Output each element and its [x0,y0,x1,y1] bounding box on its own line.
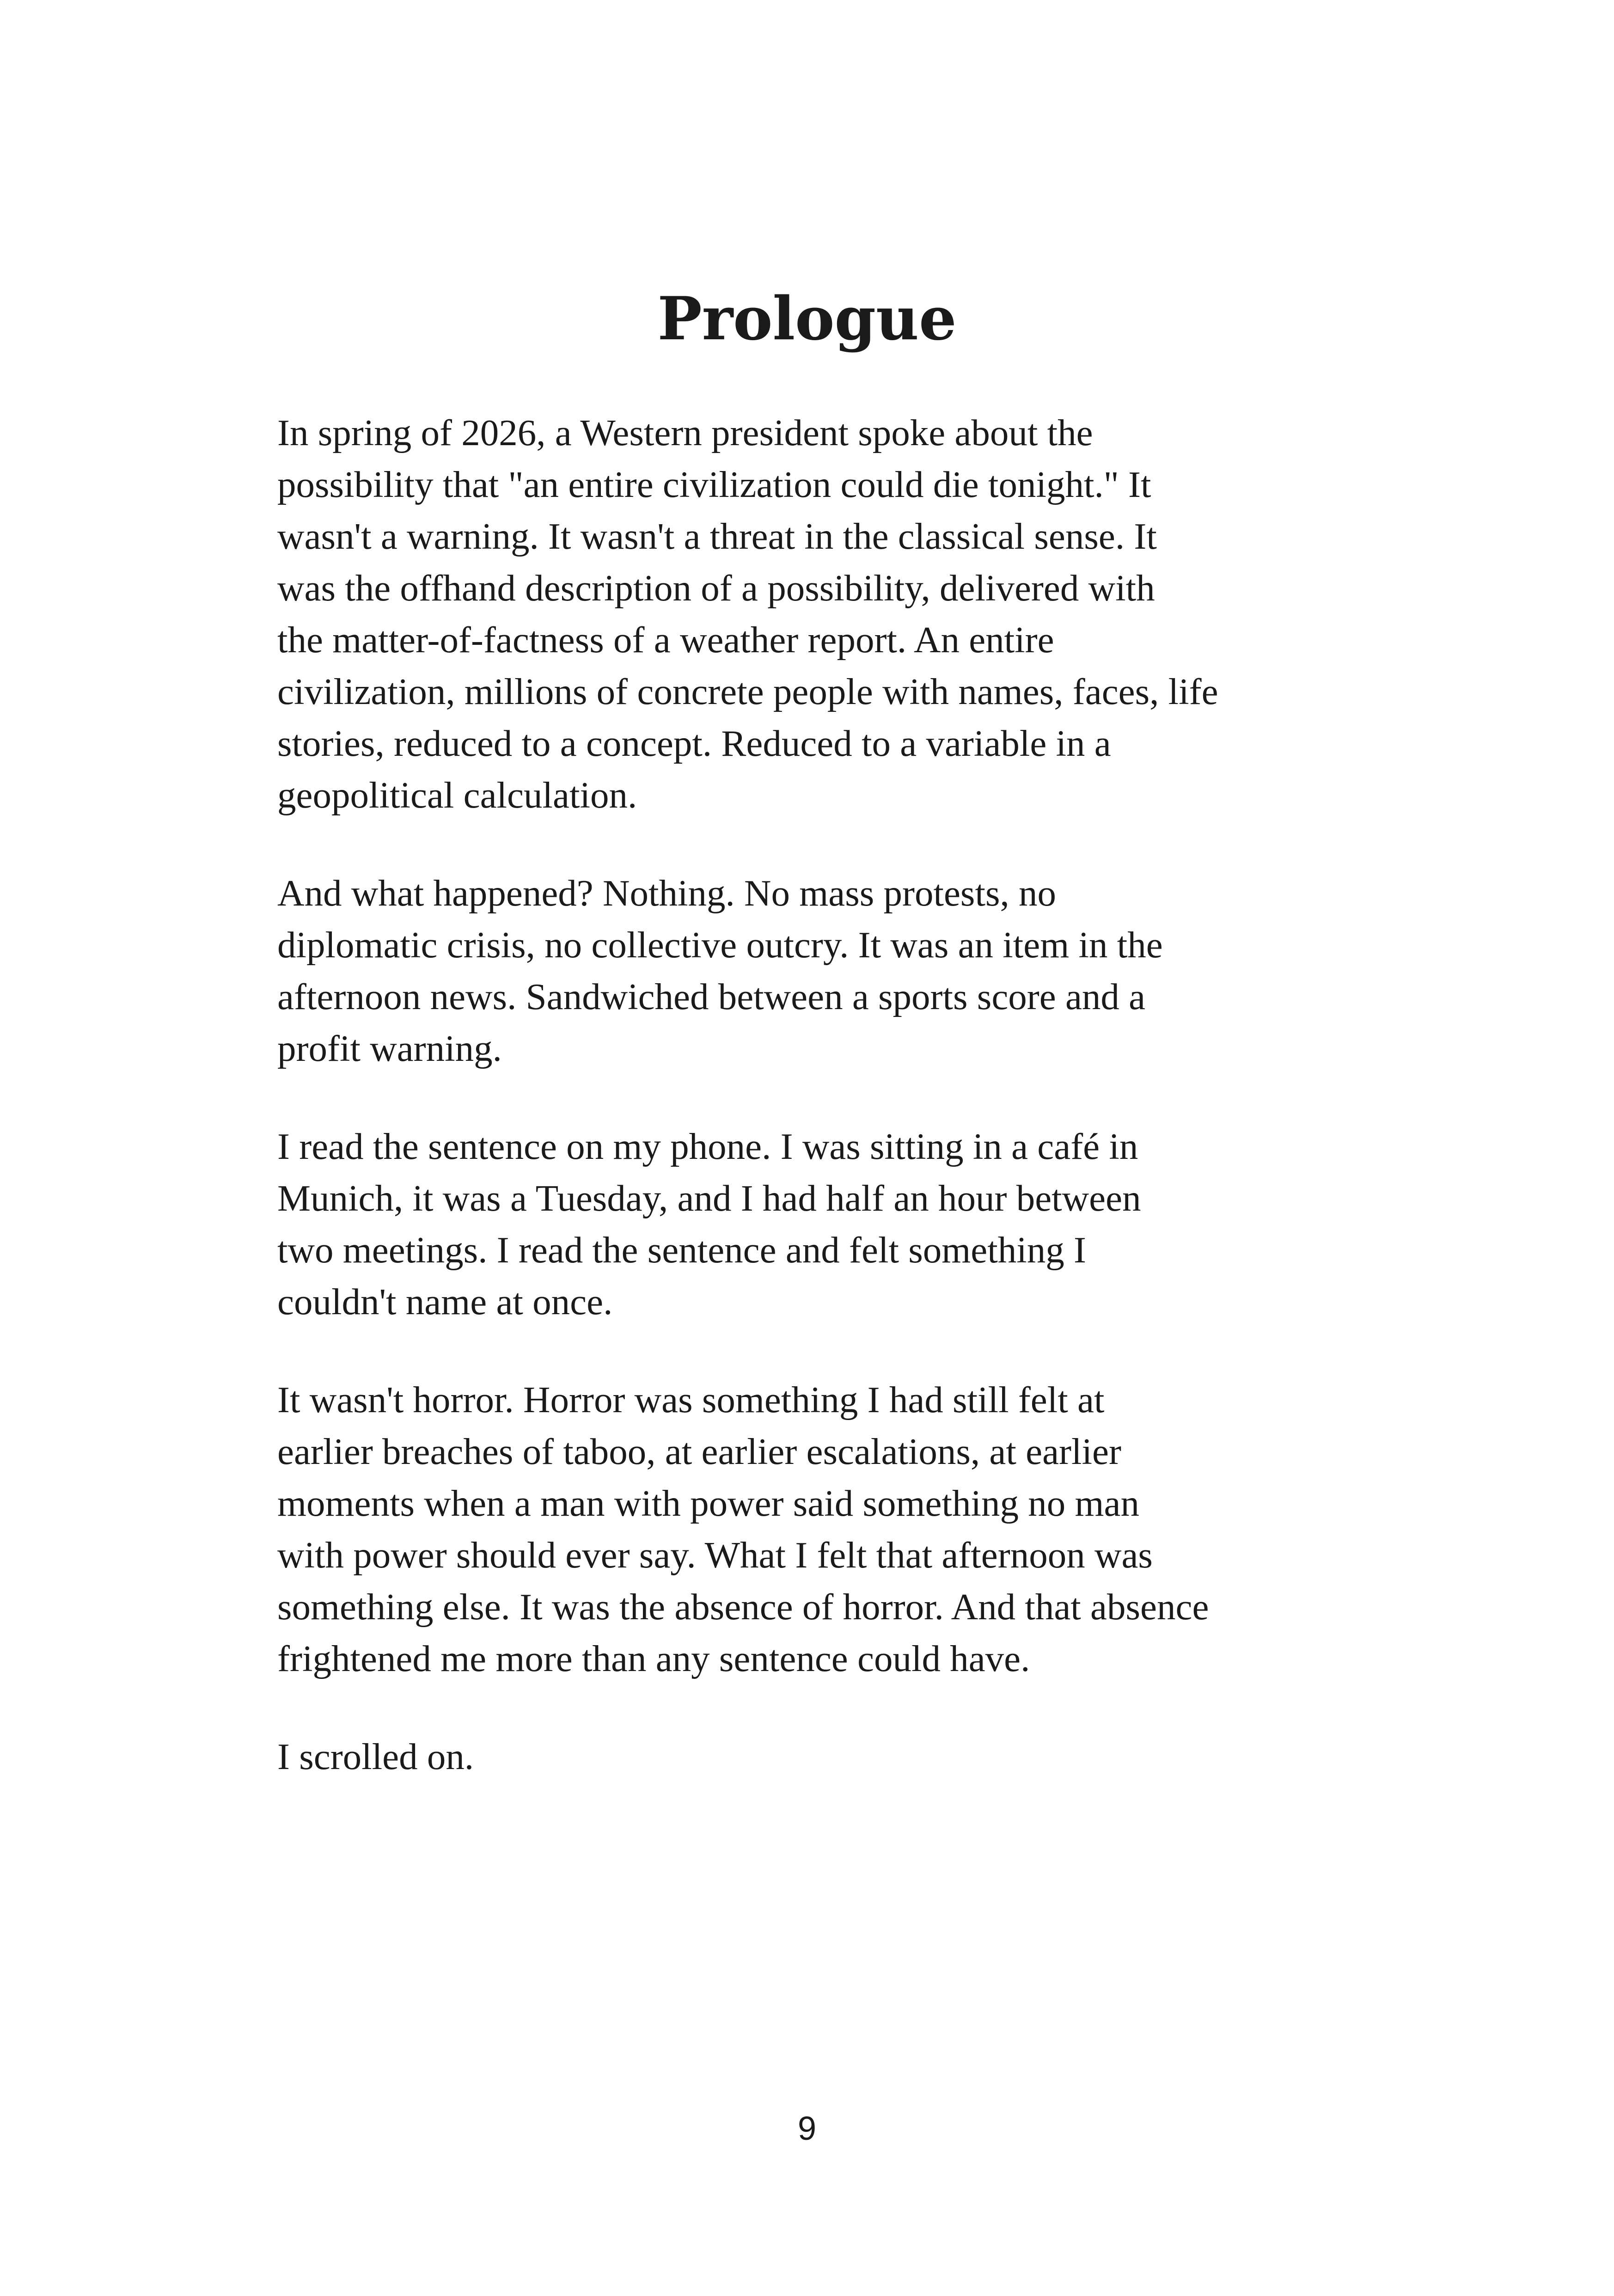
text-line: It wasn't horror. Horror was something I had still felt at [277,1379,1105,1420]
text-line: with power should ever say. What I felt that afternoon was [277,1534,1153,1576]
text-line: frightened me more than any sentence could have. [277,1638,1030,1679]
paragraph [277,1120,1340,1328]
text-line: Munich, it was a Tuesday, and I had half an hour between [277,1177,1141,1219]
text-line: stories, reduced to a concept. Reduced to a variable in a [277,722,1111,764]
text-line: In spring of 2026, a Western president spoke about the [277,412,1093,453]
text-line: the matter-of-factness of a weather report. An entire [277,619,1054,661]
text-line: two meetings. I read the sentence and felt something I [277,1229,1086,1271]
paragraph [277,1374,1340,1684]
page-number: 9 [797,2110,817,2147]
text-line: moments when a man with power said something no man [277,1482,1139,1524]
text-line: possibility that "an entire civilization could die tonight." It [277,464,1151,505]
paragraph [277,1731,1340,1782]
text-line: couldn't name at once. [277,1281,613,1322]
text-line: diplomatic crisis, no collective outcry. It was an item in the [277,924,1163,966]
chapter-body [277,407,1340,1829]
text-line: I scrolled on. [277,1736,474,1777]
chapter-title: Prologue [657,284,957,354]
text-line: afternoon news. Sandwiched between a sports score and a [277,976,1146,1017]
text-line: I read the sentence on my phone. I was sitting in a café in [277,1126,1138,1167]
text-line: And what happened? Nothing. No mass protests, no [277,872,1056,914]
paragraph [277,867,1340,1074]
text-line: geopolitical calculation. [277,774,637,816]
text-line: something else. It was the absence of horror. And that absence [277,1586,1209,1628]
text-line: civilization, millions of concrete people with names, faces, life [277,671,1218,712]
text-line: wasn't a warning. It wasn't a threat in the classical sense. It [277,515,1157,557]
text-line: earlier breaches of taboo, at earlier escalations, at earlier [277,1431,1121,1472]
text-line: profit warning. [277,1028,502,1069]
paragraph [277,407,1340,821]
text-line: was the offhand description of a possibility, delivered with [277,567,1155,609]
